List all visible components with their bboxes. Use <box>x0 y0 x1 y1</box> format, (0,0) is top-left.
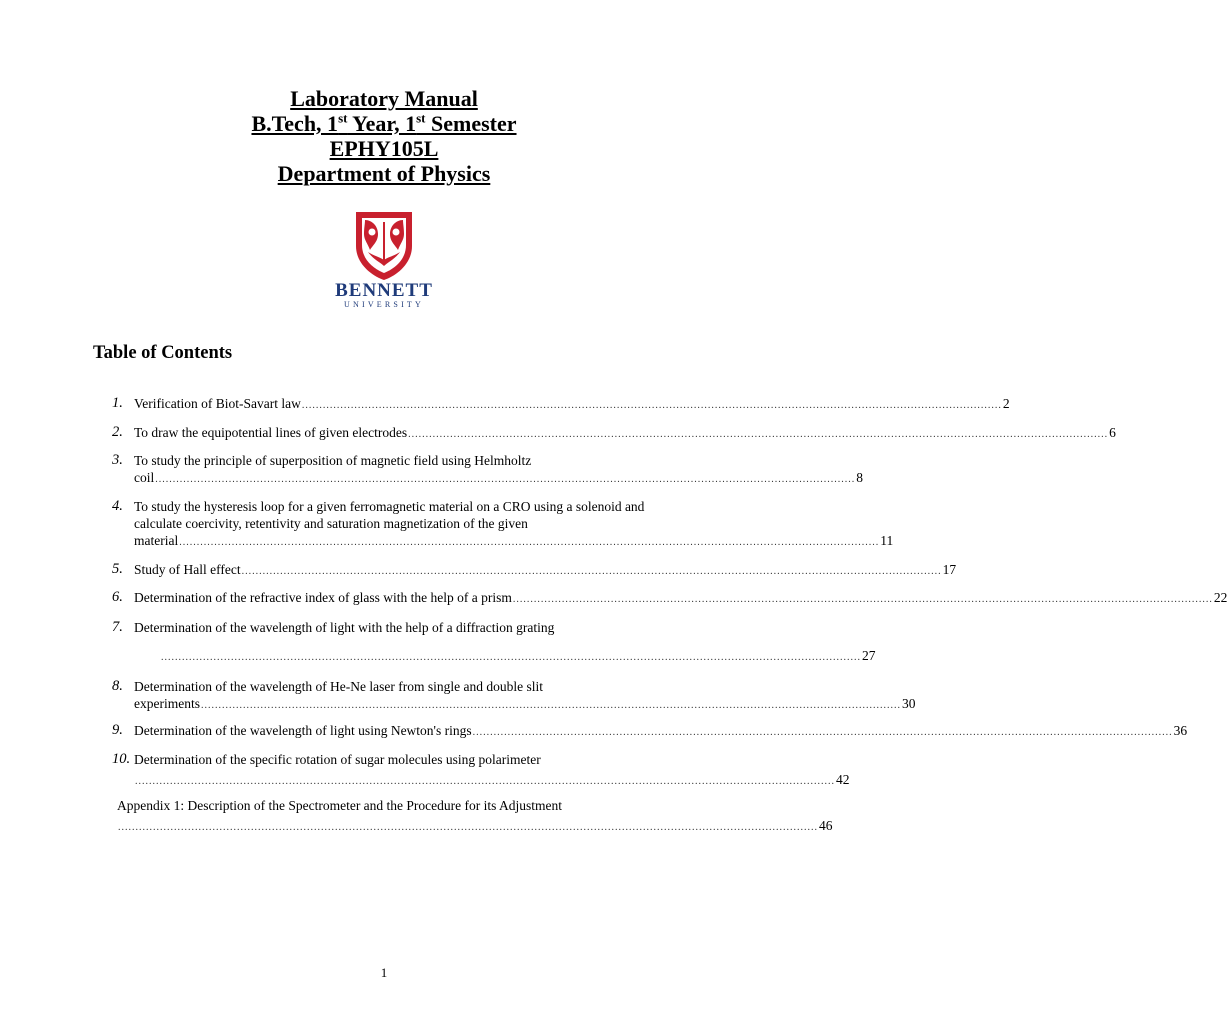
toc-leader: ........................................................................................................................................................................................................ <box>118 822 818 833</box>
toc-entry <box>112 619 876 666</box>
title-block <box>0 86 768 186</box>
toc-entry <box>112 722 1188 741</box>
toc-page: 11 <box>880 533 894 548</box>
toc-page: 17 <box>942 562 957 577</box>
toc-entry <box>112 424 1116 443</box>
course-year-semester: B.Tech, 1st Year, 1st Semester <box>251 110 517 136</box>
toc-entry <box>112 452 863 488</box>
manual-title: Laboratory Manual <box>290 86 478 111</box>
toc-heading: Table of Contents <box>93 343 233 363</box>
toc-title: Determination of the wavelength of light with the help of a diffraction grating <box>134 620 555 635</box>
toc-leader: ........................................................................................................................................................................................................ <box>161 652 861 663</box>
toc-title-cont: experiments <box>134 696 200 711</box>
toc-title: To study the principle of superposition of magnetic field using Helmholtz <box>134 453 532 468</box>
toc-page: 6 <box>1109 425 1116 440</box>
toc-title: Determination of the specific rotation of sugar molecules using polarimeter <box>134 752 541 767</box>
toc-page: 2 <box>1002 396 1010 411</box>
toc-entry <box>112 589 1227 608</box>
toc-number: 10. <box>112 751 131 767</box>
page-number: 1 <box>380 965 388 980</box>
logo-name: BENNETT <box>335 280 433 301</box>
toc-title: Determination of the wavelength of light using Newton's rings <box>134 723 472 738</box>
toc-entry <box>112 395 1010 414</box>
toc-page: 27 <box>862 648 876 663</box>
toc-entry <box>112 561 957 580</box>
toc-leader: ........................................................................................................................................................................................................ <box>155 474 856 485</box>
toc-leader: ........................................................................................................................................................................................................ <box>241 566 942 577</box>
toc-page: 42 <box>836 772 850 787</box>
toc-leader: ........................................................................................................................................................................................................ <box>135 776 835 787</box>
toc-page: 8 <box>856 470 863 485</box>
toc-leader: ........................................................................................................................................................................................................ <box>200 700 901 711</box>
toc-title-cont: coil <box>134 470 155 485</box>
toc-number: 3. <box>112 452 123 468</box>
toc-number: 7. <box>112 619 123 635</box>
toc-title: Determination of the wavelength of He-Ne laser from single and double slit <box>134 679 544 694</box>
toc-number: 6. <box>112 589 123 605</box>
toc-leader: ........................................................................................................................................................................................................ <box>408 429 1109 440</box>
university-logo <box>332 210 436 310</box>
toc-title-cont: material <box>134 533 179 548</box>
toc-page: 22 <box>1213 590 1227 605</box>
toc-title: Study of Hall effect <box>134 562 241 577</box>
toc-entry <box>112 678 916 714</box>
toc-appendix <box>117 797 833 836</box>
toc-number: 2. <box>112 424 123 440</box>
toc-leader: ........................................................................................................................................................................................................ <box>301 400 1002 411</box>
toc-leader: ........................................................................................................................................................................................................ <box>512 594 1213 605</box>
toc-title: To study the hysteresis loop for a given ferromagnetic material on a CRO using a solenoid and calculate coercivity, retentivity and saturation magnetization of the given <box>134 499 645 531</box>
appendix-page: 46 <box>819 818 833 833</box>
toc-page: 36 <box>1173 723 1188 738</box>
appendix-title: Appendix 1: Description of the Spectrometer and the Procedure for its Adjustment <box>117 798 563 813</box>
logo-subtitle: UNIVERSITY <box>344 300 424 309</box>
toc-number: 4. <box>112 498 123 514</box>
toc-title: Verification of Biot-Savart law <box>134 396 301 411</box>
shield-icon <box>332 210 436 282</box>
toc-number: 1. <box>112 395 123 411</box>
toc-title: Determination of the refractive index of glass with the help of a prism <box>134 590 512 605</box>
toc-page: 30 <box>901 696 916 711</box>
toc-number: 8. <box>112 678 123 694</box>
toc-number: 5. <box>112 561 123 577</box>
toc-title: To draw the equipotential lines of given electrodes <box>134 425 408 440</box>
toc-entry <box>112 498 894 551</box>
toc-number: 9. <box>112 722 123 738</box>
toc-leader: ........................................................................................................................................................................................................ <box>179 537 880 548</box>
department-name: Department of Physics <box>277 161 491 186</box>
course-code: EPHY105L <box>329 136 439 161</box>
toc-leader: ........................................................................................................................................................................................................ <box>472 727 1173 738</box>
toc-entry <box>112 751 850 790</box>
